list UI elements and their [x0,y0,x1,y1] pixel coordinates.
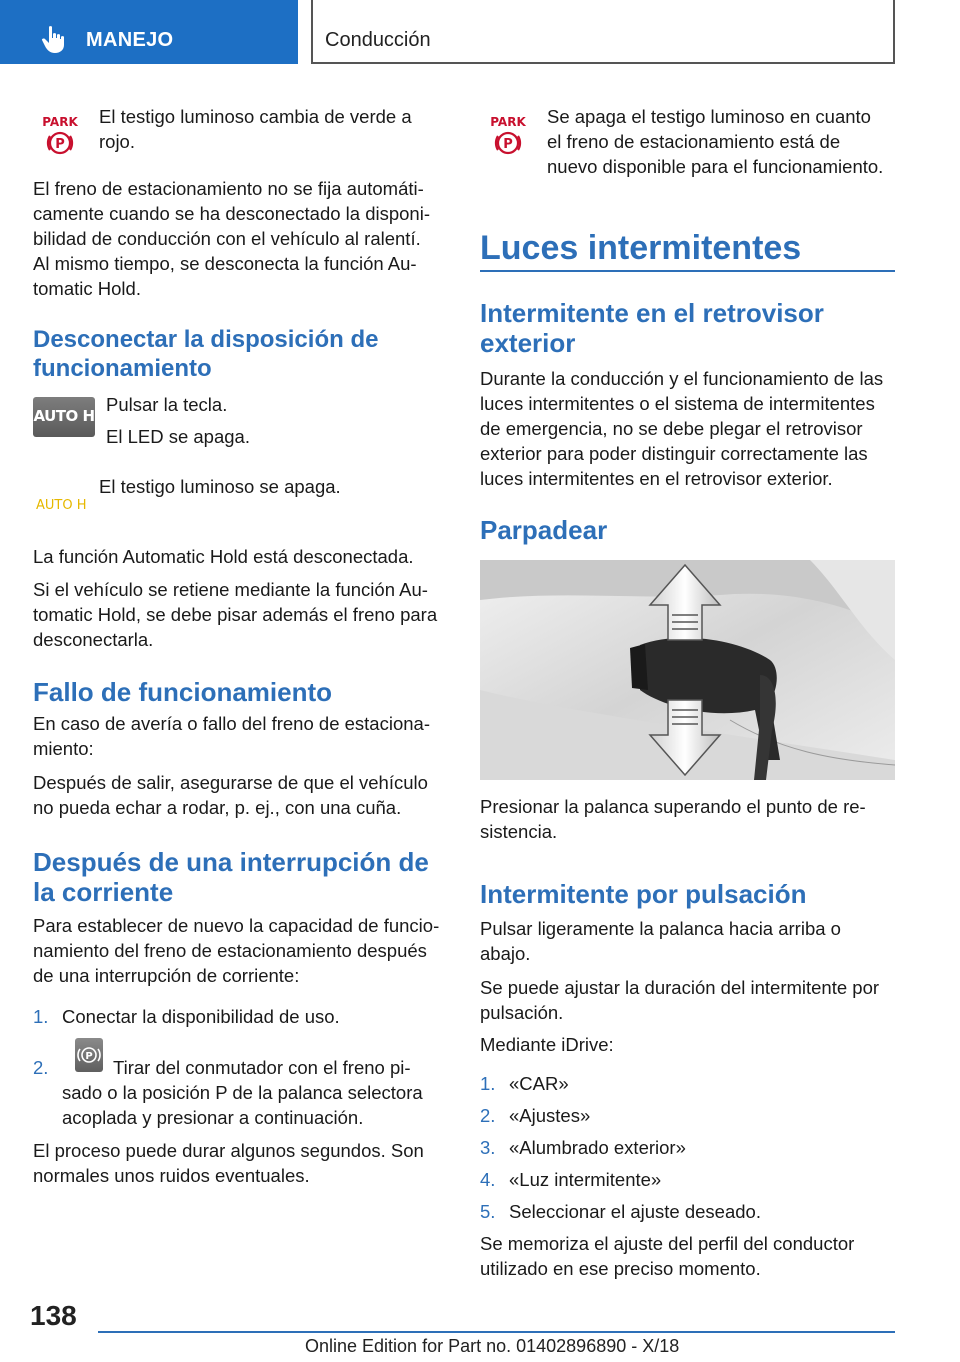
svg-text:P: P [503,137,513,152]
step-text: Conectar la disponibilidad de uso. [62,1006,340,1027]
chapter-title: Conducción [325,29,431,51]
svg-text:P: P [55,137,65,152]
heading-power-interruption: Después de una interrupción de la corriente [33,847,429,907]
turn-signal-lever-photo [480,560,895,780]
step-number: 2. [480,1105,496,1126]
park-off-note: Se apaga el testigo luminoso en cuanto el freno de estacionamiento está de nuevo disponible para el funcionamiento. [547,106,884,177]
press-key-text: Pulsar la tecla. [106,394,228,415]
led-off-text: El LED se apaga. [106,426,250,447]
section-tab [0,0,298,64]
paragraph-idrive: Mediante iDrive: [480,1034,614,1055]
step-text: Seleccionar el ajuste deseado. [509,1201,761,1222]
steering-hand-icon [40,24,70,54]
section-label: MANEJO [86,29,174,51]
heading-rule [480,270,895,272]
paragraph-mirror: Durante la conducción y el funcionamiento de las luces intermitentes o el sistema de intermitentes de emergencia, no se debe plegar el retrovisor exterior para poder distinguir correctamente las luces intermitentes en el retrovisor exterior. [480,368,884,489]
photo-caption: Presionar la palanca superando el punto de re- sistencia. [480,796,866,842]
auto-h-button-icon: AUTO H [33,397,95,437]
edition-note: Online Edition for Part no. 01402896890 - X/18 [305,1336,680,1356]
paragraph-autohold-release: El freno de estacionamiento no se fija automáti- camente cuando se ha desconectado la disponi- bilidad de conducción con el vehículo al ralentí. Al mismo tiempo, se desconecta la función Au- tomatic Hold. [33,178,430,299]
heading-mirror-indicator: Intermitente en el retrovisor exterior [480,298,824,358]
paragraph-duration: El proceso puede durar algunos segundos. Son normales unos ruidos eventuales. [33,1140,424,1186]
step-number: 2. [33,1057,49,1078]
step-number: 3. [480,1137,496,1158]
park-brake-red-icon [488,112,528,158]
step-number: 1. [480,1073,496,1094]
paragraph-restore: Para establecer de nuevo la capacidad de funcio- namiento del freno de estacionamiento después de una interrupción de corriente: [33,915,440,986]
heading-tap-indicator: Intermitente por pulsación [480,879,807,909]
indicator-off-text: El testigo luminoso se apaga. [99,476,341,497]
step-text: «Ajustes» [509,1105,591,1126]
svg-text:P: P [85,1051,93,1062]
step-text: «CAR» [509,1073,569,1094]
step-text: «Luz intermitente» [509,1169,662,1190]
park-icon-text: PARK [490,115,526,129]
auto-h-indicator-icon: AUTO H [36,498,87,513]
page-number: 138 [30,1300,77,1331]
park-icon-text: PARK [42,115,78,129]
step-number: 5. [480,1201,496,1222]
paragraph-disconnected: La función Automatic Hold está desconectada. [33,546,414,567]
step-number: 1. [33,1006,49,1027]
park-brake-red-icon [40,112,80,158]
paragraph-duration-setting: Se puede ajustar la duración del intermitente por pulsación. [480,977,880,1023]
heading-blink: Parpadear [480,515,608,545]
heading-disconnect: Desconectar la disposición de funcionamiento [33,326,379,382]
paragraph-tap: Pulsar ligeramente la palanca hacia arriba o abajo. [480,918,841,964]
park-red-note: El testigo luminoso cambia de verde a rojo. [99,106,412,152]
paragraph-profile: Se memoriza el ajuste del perfil del conductor utilizado en ese preciso momento. [480,1233,855,1279]
paragraph-failure: En caso de avería o fallo del freno de estaciona- miento: [33,713,430,759]
heading-turn-signals: Luces intermitentes [480,229,802,267]
chapter-title-box [311,0,895,64]
footer-rule [98,1331,895,1333]
paragraph-wedge: Después de salir, asegurarse de que el vehículo no pueda echar a rodar, p. ej., con una cuña. [33,772,428,818]
heading-failure: Fallo de funcionamiento [33,677,333,707]
paragraph-brake-press: Si el vehículo se retiene mediante la función Au- tomatic Hold, se debe pisar además el freno para desconectarla. [33,579,438,650]
step-text: «Alumbrado exterior» [509,1137,686,1158]
step-number: 4. [480,1169,496,1190]
step-text: Tirar del conmutador con el freno pi- sado o la posición P de la palanca selectora acoplada y presionar a continuación. [62,1057,423,1128]
